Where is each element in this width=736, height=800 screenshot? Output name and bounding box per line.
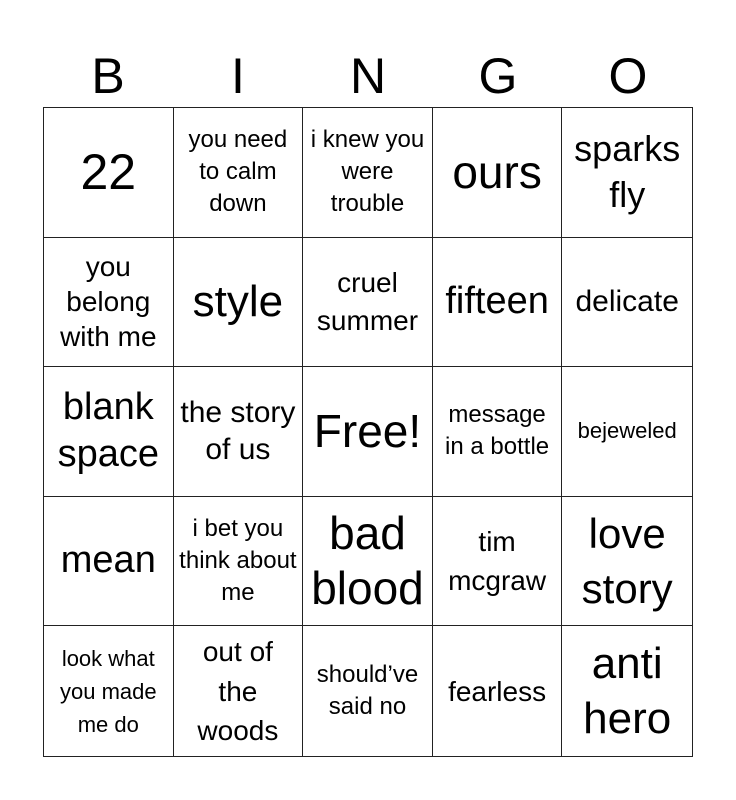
cell-text: bad blood: [311, 506, 424, 615]
bingo-cell-r1c2[interactable]: [303, 238, 433, 368]
cell-text: tim mcgraw: [448, 525, 547, 597]
cell-text: 22: [80, 144, 137, 201]
bingo-cell-r0c4[interactable]: [562, 108, 692, 238]
bingo-cell-r2c1[interactable]: [174, 367, 304, 497]
bingo-cell-r4c2[interactable]: [303, 626, 433, 756]
cell-text: blank space: [57, 385, 159, 476]
bingo-cell-r0c3[interactable]: [433, 108, 563, 238]
header-letter-g: G: [478, 48, 518, 104]
cell-text: fearless: [448, 675, 547, 707]
bingo-cell-r3c4[interactable]: [562, 497, 692, 627]
bingo-cell-r2c2[interactable]: [303, 367, 433, 497]
cell-text: you need to calm down: [188, 125, 288, 218]
bingo-cell-r2c0[interactable]: [44, 367, 174, 497]
bingo-cell-r1c4[interactable]: [562, 238, 692, 368]
cell-text: anti hero: [583, 639, 672, 744]
cell-text: mean: [60, 539, 156, 582]
cell-text: bejeweled: [577, 418, 677, 444]
header-letter-b: B: [91, 48, 125, 104]
cell-text: Free!: [313, 404, 422, 457]
bingo-cell-r4c3[interactable]: [433, 626, 563, 756]
bingo-cell-r4c0[interactable]: [44, 626, 174, 756]
cell-text: love story: [581, 509, 673, 613]
cell-text: delicate: [575, 285, 679, 319]
bingo-cell-r1c3[interactable]: [433, 238, 563, 368]
cell-text: i knew you were trouble: [310, 125, 425, 218]
bingo-cell-r2c3[interactable]: [433, 367, 563, 497]
bingo-header: [43, 44, 693, 108]
cell-text: you belong with me: [60, 251, 157, 353]
cell-text: out of the woods: [197, 636, 279, 746]
cell-text: the story of us: [180, 395, 296, 467]
bingo-cell-r3c0[interactable]: [44, 497, 174, 627]
bingo-cell-r0c0[interactable]: [44, 108, 174, 238]
cell-text: i bet you think about me: [179, 514, 297, 607]
cell-text: ours: [452, 145, 542, 198]
header-letter-o: O: [608, 48, 648, 104]
cell-text: style: [192, 277, 284, 327]
bingo-cell-r0c2[interactable]: [303, 108, 433, 238]
bingo-cell-r4c4[interactable]: [562, 626, 692, 756]
cell-text: sparks fly: [574, 127, 681, 216]
cell-text: should’ve said no: [316, 660, 419, 721]
cell-text: message in a bottle: [445, 401, 550, 461]
bingo-cell-r0c1[interactable]: [174, 108, 304, 238]
header-letter-n: N: [349, 48, 387, 104]
bingo-cell-r4c1[interactable]: [174, 626, 304, 756]
bingo-cell-r1c1[interactable]: [174, 238, 304, 368]
bingo-cell-r3c2[interactable]: [303, 497, 433, 627]
bingo-cell-r1c0[interactable]: [44, 238, 174, 368]
bingo-cell-r3c3[interactable]: [433, 497, 563, 627]
cell-text: cruel summer: [316, 267, 419, 336]
cell-text: fifteen: [445, 280, 549, 323]
bingo-cell-r3c1[interactable]: [174, 497, 304, 627]
bingo-board: [43, 107, 693, 757]
cell-text: look what you made me do: [59, 645, 157, 737]
bingo-cell-r2c4[interactable]: [562, 367, 692, 497]
header-letter-i: I: [231, 48, 245, 104]
